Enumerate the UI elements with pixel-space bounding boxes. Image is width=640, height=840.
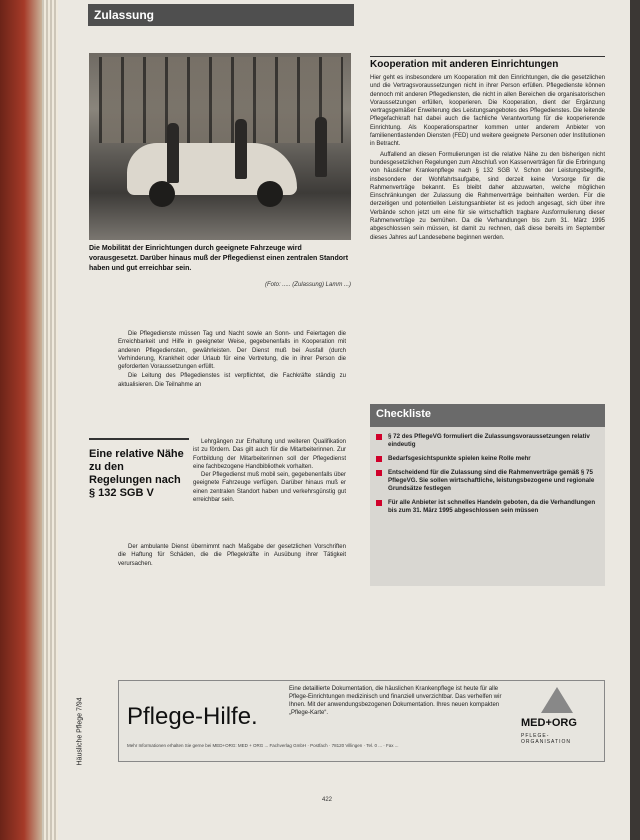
advertisement (118, 680, 605, 762)
medorg-logo (517, 687, 597, 757)
photo-wheel (149, 181, 175, 207)
square-bullet-icon (376, 456, 382, 462)
paragraph: Der Pflegedienst muß mobil sein, gegebenenfalls über geeignete Fahrzeuge verfügen. Darüber hinaus muß er einen zentralen Standort haben und verkehrsgünstig gut erreichbar sein. (193, 472, 346, 504)
left-body-text (118, 330, 346, 389)
photo-person (315, 117, 327, 177)
photo-caption: Die Mobilität der Einrichtungen durch geeignete Fahrzeuge wird vorausgesetzt. Darüber hinaus muß der Pflegedienst einen zentralen Standort haben und gut erreichbar sein. (89, 245, 349, 272)
checklist-title: Checkliste (370, 404, 605, 427)
section-header: Zulassung (88, 4, 354, 26)
checklist-item-text: Entscheidend für die Zulassung sind die Rahmenverträge gemäß § 75 PflegeVG. Sie sollen wirtschaftliche, leistungsbezogene und regionale Grundsätze festlegen (388, 469, 595, 492)
photo-person (235, 119, 247, 179)
photo-wheel (257, 181, 283, 207)
checklist-items (370, 427, 605, 515)
square-bullet-icon (376, 500, 382, 506)
checklist-item (376, 455, 599, 463)
photo-credit: (Foto: ..... (Zulassung) Lamm ...) (264, 282, 351, 288)
checklist-item-text: Bedarfsgesichtspunkte spielen keine Rolle mehr (388, 455, 531, 462)
checklist-item (376, 499, 599, 515)
checklist-item (376, 469, 599, 493)
after-body-text (118, 543, 346, 568)
side-label: Häusliche Pflege 7/94 (76, 697, 84, 766)
inset-body-text (193, 438, 346, 504)
checklist-box (370, 404, 605, 586)
ad-brand: Pflege-Hilfe. (127, 703, 258, 730)
photo-person (167, 123, 179, 183)
paragraph: Auffallend an diesen Formulierungen ist die relative Nähe zu den bisherigen nicht bundesgesetzlichen Regelungen zum Abschluß von Kassenverträgen für die Erbringung von häuslicher Krankenpflege nach § 132 SGB V. Schon der Leistungsbegriffe, insbesondere der Wohlfahrtsaufgabe, sind derzeit keine Vorsorge für die Rahmenverträge bekannt. Es bleibt daher abzuwarten, welche möglichen Einschränkungen der Zulassung die Rahmenverträge beinhalten werden. Für die derzeitigen und potentiellen Leistungsanbieter ist es jedoch angesagt, sich über ihre Verbände schon jetzt um eine für sie wirtschaftlich tragbare Ausformulierung dieser Rahmenverträge zu bemühen. Da die Verhandlungen bis zum 31. März 1995 abgeschlossen sein müssen, ist damit zu rechnen, daß diese bereits im September dieses Jahres auf Landesebene beginnen werden. (370, 151, 605, 241)
right-column-heading: Kooperation mit anderen Einrichtungen (370, 56, 605, 70)
triangle-logo-icon (541, 687, 573, 713)
checklist-item-text: Für alle Anbieter ist schnelles Handeln geboten, da die Verhandlungen bis zum 31. März 1995 abgeschlossen sein müssen (388, 499, 596, 514)
ad-text: Eine detaillierte Dokumentation, die häuslichen Krankenpflege ist heute für alle Pflege-Einrichtungen medizinisch und finanziell unverzichtbar. Das verhelfen wir Ihnen. Mit der anwendungsbezogenen Dokumentation. Ihres neuen kompakten „Pflege-Karte“. (289, 686, 502, 716)
square-bullet-icon (376, 434, 382, 440)
logo-subtitle: PFLEGE-ORGANISATION (521, 733, 571, 745)
logo-word: MED+ORG (521, 717, 577, 729)
paragraph: Die Pflegedienste müssen Tag und Nacht sowie an Sonn- und Feiertagen die Erreichbarkeit und Hilfe in geeigneter Weise, gegebenenfalls in Kooperation mit anderen Pflegediensten, gewährleisten. Der Dienst muß bei Ausfall (durch Verhinderung, Krankheit oder Urlaub für eine Vertretung, die in ihrer Person die geforderten Voraussetzungen erfüllt. (118, 331, 346, 371)
square-bullet-icon (376, 470, 382, 476)
right-body-text (370, 74, 605, 242)
ad-fine-print: Mehr Informationen erhalten Sie gerne bei MED+ORG: MED + ORG ... Fachverlag GmbH · Postfach · 78120 Villingen · Tel. 0 ... · Fax ... (127, 743, 399, 748)
photo-building (99, 57, 343, 143)
paragraph: Hier geht es insbesondere um Kooperation mit den Einrichtungen, die die gesetzlichen und die Vertragsvoraussetzungen nicht in ihrer Person erfüllen. Pflegedienste können dennoch mit anderen Pflegediensten, die nicht in allen Bereichen die organisatorischen Voraussetzungen erfüllen, kooperieren. Die Kooperation, dient der Ergänzung vertragsgemäßer Erweiterung des Leistungsangebotes des Pflegedienstes. Die leitende Pflegefachkraft hat dabei auch die fachliche Verantwortung für die kooperierende Einrichtung. Als Kooperationspartner kommen unter anderem Anbieter von familienentlastenden Diensten (FED) und weitere geeignete Personen oder Institutionen in Betracht. (370, 75, 605, 148)
checklist-item-text: § 72 des PflegeVG formuliert die Zulassungsvoraussetzungen relativ eindeutig (388, 433, 590, 448)
sidebar-heading: Eine relative Nähe zu den Regelungen nach § 132 SGB V (89, 438, 189, 500)
page-number: 422 (322, 797, 333, 803)
paragraph: Der ambulante Dienst übernimmt nach Maßgabe der gesetzlichen Vorschriften die Haftung für Schäden, die die Pflegekräfte in Ausübung ihrer Tätigkeit verursachen. (118, 544, 346, 567)
checklist-item (376, 433, 599, 449)
side-label-container (70, 672, 86, 772)
paragraph: Lehrgängen zur Erhaltung und weiteren Qualifikation ist zu fördern. Das gilt auch für die Mitarbeiterinnen. Zur Fortbildung der Mitarbeiterinnen soll der Pflegedienst eine fachbezogene Handbibliothek vorhalten. (193, 439, 346, 470)
paragraph: Die Leitung des Pflegedienstes ist verpflichtet, die Fachkräfte ständig zu aktualisieren. Die Teilnahme an (118, 373, 346, 388)
car-photo (89, 53, 351, 240)
